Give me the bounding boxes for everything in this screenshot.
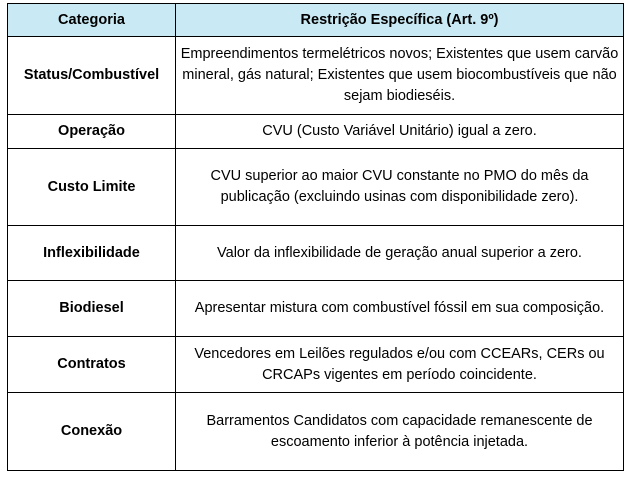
category-cell: Operação xyxy=(8,115,176,149)
restriction-cell: Barramentos Candidatos com capacidade remanescente de escoamento inferior à potência injetada. xyxy=(176,393,624,471)
restriction-cell: Apresentar mistura com combustível fóssil em sua composição. xyxy=(176,281,624,337)
restriction-cell: CVU (Custo Variável Unitário) igual a zero. xyxy=(176,115,624,149)
restriction-cell: Empreendimentos termelétricos novos; Existentes que usem carvão mineral, gás natural; Existentes que usem biocombustíveis que não sejam biodieséis. xyxy=(176,37,624,115)
table-row xyxy=(8,226,624,281)
category-cell: Conexão xyxy=(8,393,176,471)
category-cell: Status/Combustível xyxy=(8,37,176,115)
category-cell: Contratos xyxy=(8,337,176,393)
category-cell: Biodiesel xyxy=(8,281,176,337)
restriction-cell: Valor da inflexibilidade de geração anual superior a zero. xyxy=(176,226,624,281)
table-row xyxy=(8,281,624,337)
table-row xyxy=(8,149,624,226)
table-body xyxy=(8,37,624,471)
table-row xyxy=(8,115,624,149)
category-cell: Custo Limite xyxy=(8,149,176,226)
header-category: Categoria xyxy=(8,4,176,37)
restriction-cell: Vencedores em Leilões regulados e/ou com CCEARs, CERs ou CRCAPs vigentes em período coincidente. xyxy=(176,337,624,393)
header-row xyxy=(8,4,624,37)
table-row xyxy=(8,337,624,393)
table-header xyxy=(8,4,624,37)
table-row xyxy=(8,37,624,115)
category-cell: Inflexibilidade xyxy=(8,226,176,281)
restrictions-table xyxy=(7,3,624,471)
table-row xyxy=(8,393,624,471)
header-restriction: Restrição Específica (Art. 9º) xyxy=(176,4,624,37)
restriction-cell: CVU superior ao maior CVU constante no PMO do mês da publicação (excluindo usinas com disponibilidade zero). xyxy=(176,149,624,226)
